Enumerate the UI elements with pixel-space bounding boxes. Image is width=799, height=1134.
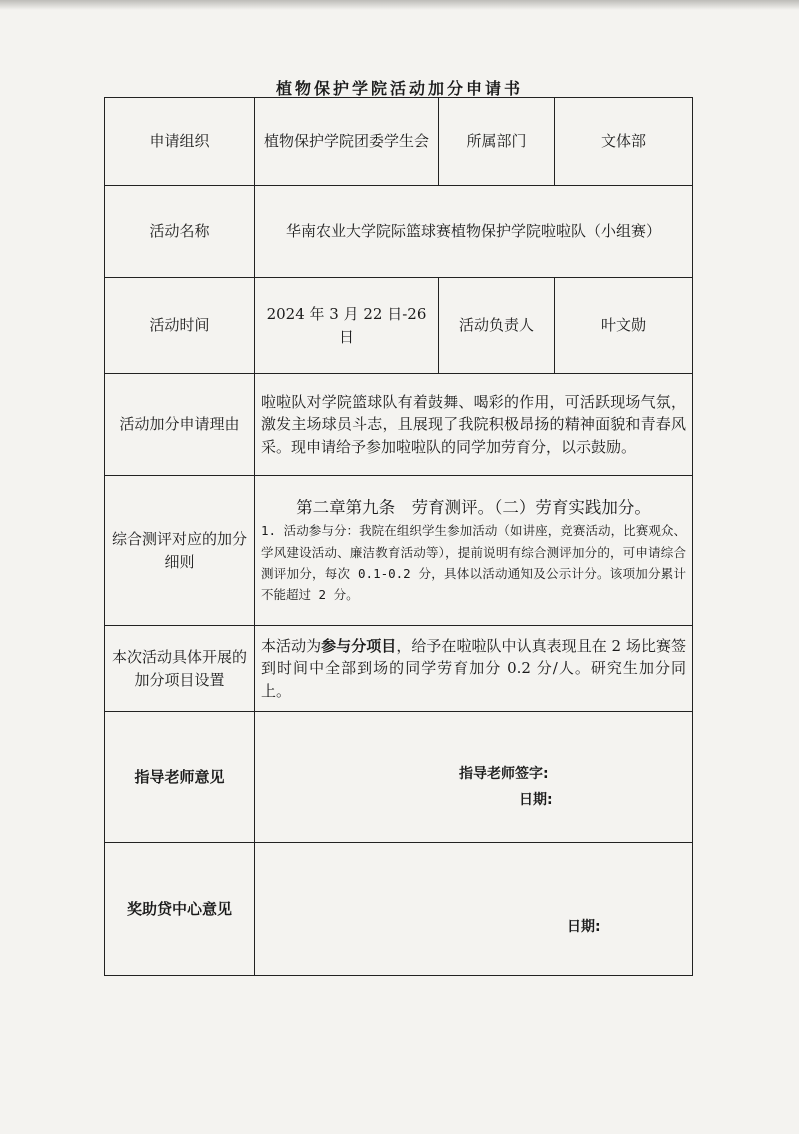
items-suffix: ，给予在啦啦队中认真表现且在 2 场比赛签到时间中全部到场的同学劳育加分 0.2 分/人。研究生加分同上。 <box>261 636 686 700</box>
scan-edge <box>0 0 799 10</box>
items-bold: 参与分项目 <box>321 636 397 655</box>
rules-heading: 第二章第九条 劳育测评。（二）劳育实践加分。 <box>296 497 651 517</box>
leader-value: 叶文勋 <box>555 278 693 374</box>
rules-cell <box>255 476 693 626</box>
advisor-row <box>105 712 693 843</box>
activity-name-label: 活动名称 <box>105 186 255 278</box>
dept-label: 所属部门 <box>439 98 555 186</box>
rules-detail: 1. 活动参与分：我院在组织学生参加活动（如讲座，竞赛活动，比赛观众、学风建设活动、廉洁教育活动等），提前说明有综合测评加分的，可申请综合测评加分，每次 0.1-0.2 分，具体以活动通知及公示计分。该项加分累计不能超过 2 分。 <box>261 523 686 603</box>
advisor-label: 指导老师意见 <box>105 712 255 843</box>
leader-label: 活动负责人 <box>439 278 555 374</box>
reason-value: 啦啦队对学院篮球队有着鼓舞、喝彩的作用，可活跃现场气氛，激发主场球员斗志，且展现了我院积极昂扬的精神面貌和青春风采。现申请给予参加啦啦队的同学加劳育分，以示鼓励。 <box>255 374 693 476</box>
items-label: 本次活动具体开展的加分项目设置 <box>105 626 255 712</box>
activity-name-row <box>105 186 693 278</box>
org-value: 植物保护学院团委学生会 <box>255 98 439 186</box>
center-date-label: 日期: <box>567 919 601 935</box>
org-label: 申请组织 <box>105 98 255 186</box>
advisor-sign-label: 指导老师签字: <box>459 766 549 782</box>
activity-time-label: 活动时间 <box>105 278 255 374</box>
reason-label: 活动加分申请理由 <box>105 374 255 476</box>
reason-row <box>105 374 693 476</box>
document-title: 植物保护学院活动加分申请书 <box>275 79 523 98</box>
rules-label: 综合测评对应的加分细则 <box>105 476 255 626</box>
advisor-date-label: 日期: <box>519 792 553 808</box>
dept-value: 文体部 <box>555 98 693 186</box>
advisor-cell <box>255 712 693 843</box>
center-cell <box>255 843 693 976</box>
activity-time-value: 2024 年 3 月 22 日-26 日 <box>255 278 439 374</box>
activity-time-row <box>105 278 693 374</box>
items-row <box>105 626 693 712</box>
center-label: 奖助贷中心意见 <box>105 843 255 976</box>
application-form-table <box>104 97 693 976</box>
items-prefix: 本活动为 <box>261 636 322 655</box>
activity-name-value: 华南农业大学院际篮球赛植物保护学院啦啦队（小组赛） <box>255 186 693 278</box>
org-row <box>105 98 693 186</box>
rules-row <box>105 476 693 626</box>
center-row <box>105 843 693 976</box>
items-value <box>255 626 693 712</box>
